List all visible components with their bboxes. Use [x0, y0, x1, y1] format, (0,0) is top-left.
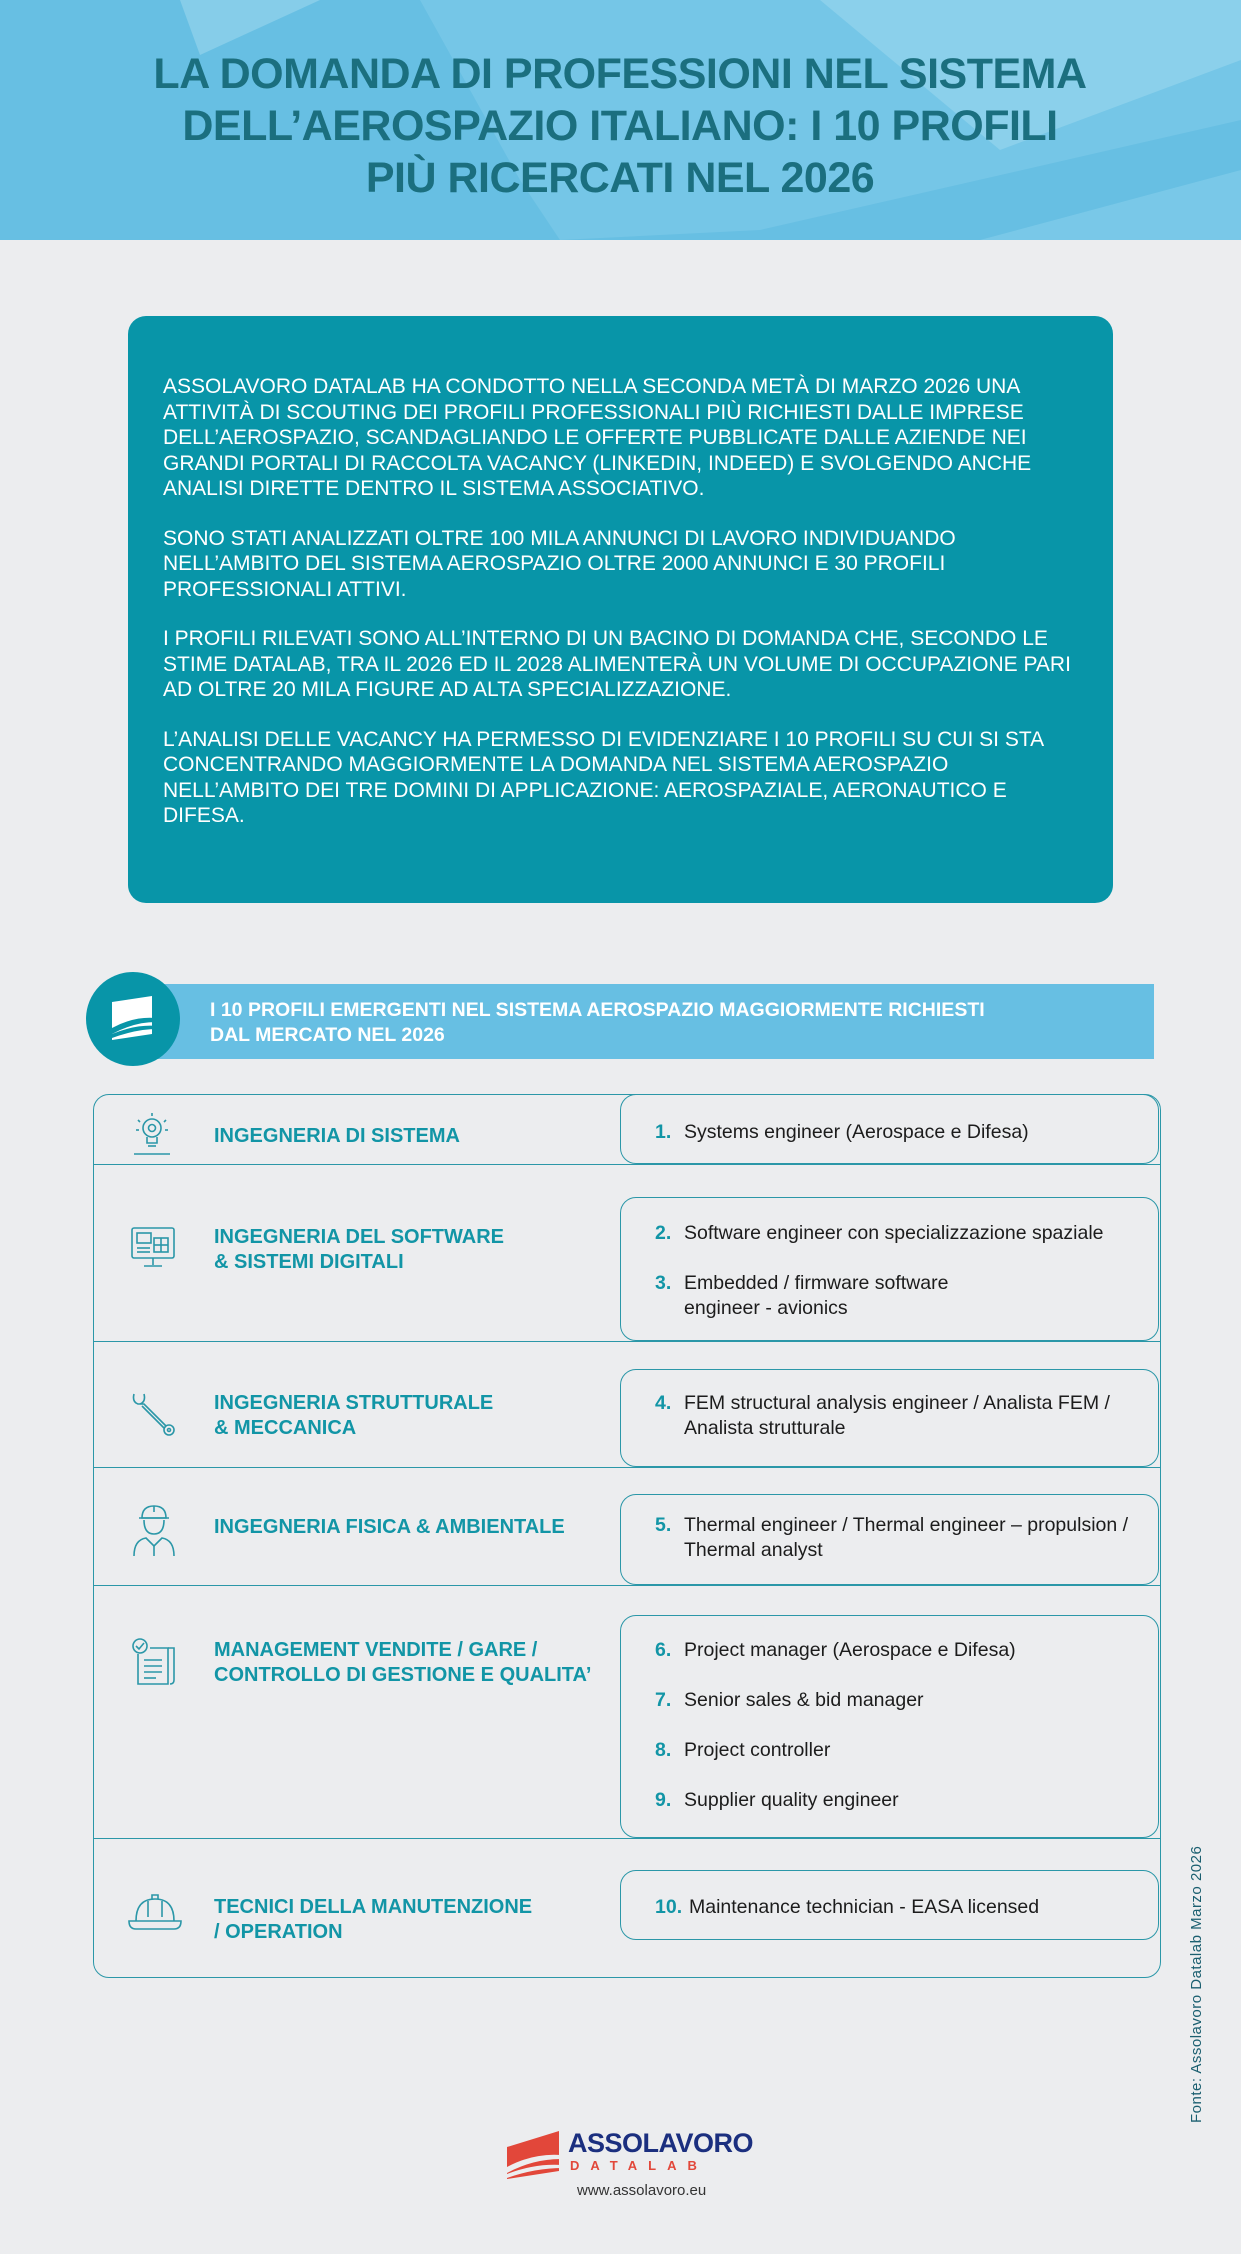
category-label-line: INGEGNERIA DEL SOFTWARE — [214, 1226, 505, 1248]
intro-paragraph: I PROFILI RILEVATI SONO ALL’INTERNO DI UN BACINO DI DOMANDA CHE, SECONDO LE STIME DATALAB, TRA IL 2026 ED IL 2028 ALIMENTERÀ UN VOLUME DI OCCUPAZIONE PARI AD OLTRE 20 MILA FIGURE AD ALTA SPECIALIZZAZIONE. — [163, 627, 1071, 701]
category-label — [214, 1638, 591, 1688]
category-label-line: TECNICI DELLA MANUTENZIONE — [214, 1896, 533, 1918]
lightbulb-gear-icon — [128, 1110, 176, 1158]
intro-paragraph: SONO STATI ANALIZZATI OLTRE 100 MILA ANNUNCI DI LAVORO INDIVIDUANDO NELL’AMBITO DEL SISTEMA AEROSPAZIO OLTRE 2000 ANNUNCI E 30 PROFILI PROFESSIONALI ATTIVI. — [163, 526, 956, 601]
profile-text: Maintenance technician - EASA licensed — [689, 1896, 1040, 1918]
profile-text: Senior sales & bid manager — [684, 1689, 924, 1711]
category-label — [214, 1391, 493, 1441]
section-header — [150, 984, 1154, 1059]
profile-number: 9. — [655, 1789, 672, 1811]
profile-number: 7. — [655, 1689, 672, 1711]
row-divider — [94, 1164, 1160, 1165]
engineer-helmet-icon — [130, 1500, 178, 1558]
category-label-line: & MECCANICA — [214, 1417, 357, 1439]
profile-number: 2. — [655, 1222, 672, 1244]
title-line: LA DOMANDA DI PROFESSIONI NEL SISTEMA — [153, 50, 1087, 98]
wrench-icon — [128, 1388, 178, 1438]
section-title-line: I 10 PROFILI EMERGENTI NEL SISTEMA AEROSPAZIO MAGGIORMENTE RICHIESTI — [210, 999, 985, 1021]
intro-paragraph: ASSOLAVORO DATALAB HA CONDOTTO NELLA SECONDA METÀ DI MARZO 2026 UNA ATTIVITÀ DI SCOUTING DEI PROFILI PROFESSIONALI PIÙ RICHIESTI DALLE IMPRESE DELL’AEROSPAZIO, SCANDAGLIANDO LE OFFERTE PUBBLICATE DALLE AZIENDE NEI GRANDI PORTALI DI RACCOLTA VACANCY (LINKEDIN, INDEED) E SVOLGENDO ANCHE ANALISI DIRETTE DENTRO IL SISTEMA ASSOCIATIVO. — [163, 375, 1032, 500]
category-label-line: & SISTEMI DIGITALI — [214, 1251, 404, 1273]
page-title — [120, 48, 1120, 204]
row-divider — [94, 1341, 1160, 1342]
category-label-line: MANAGEMENT VENDITE / GARE / — [214, 1639, 538, 1661]
profile-item — [655, 1738, 1155, 1763]
intro-box — [128, 316, 1113, 903]
profile-number: 5. — [655, 1514, 672, 1536]
profile-text: FEM structural analysis engineer / Analista FEM / Analista strutturale — [684, 1392, 1110, 1439]
category-label — [214, 1225, 504, 1275]
category-label-line: INGEGNERIA DI SISTEMA — [214, 1125, 460, 1147]
profile-item — [655, 1638, 1155, 1663]
section-title-line: DAL MERCATO NEL 2026 — [210, 1024, 445, 1046]
profile-item — [655, 1221, 1155, 1246]
profile-number: 1. — [655, 1121, 672, 1143]
profile-number: 6. — [655, 1639, 672, 1661]
assolavoro-logo-icon — [505, 2127, 563, 2183]
profile-text: Thermal engineer / Thermal engineer – propulsion / Thermal analyst — [684, 1514, 1129, 1561]
source-note: Fonte: Assolavoro Datalab Marzo 2026 — [1188, 1845, 1205, 2123]
row-divider — [94, 1467, 1160, 1468]
row-divider — [94, 1585, 1160, 1586]
computer-monitor-icon — [128, 1224, 178, 1272]
profile-number: 3. — [655, 1272, 672, 1294]
brand-subtitle: DATALAB — [570, 2158, 708, 2173]
profile-text: Systems engineer (Aerospace e Difesa) — [684, 1121, 1029, 1143]
profile-item — [655, 1895, 1155, 1920]
profile-number: 8. — [655, 1739, 672, 1761]
profile-number: 4. — [655, 1392, 672, 1414]
profile-number: 10. — [655, 1896, 683, 1918]
profile-text: Project controller — [684, 1739, 831, 1761]
profile-item — [655, 1391, 1155, 1441]
title-line: DELL’AEROSPAZIO ITALIANO: I 10 PROFILI — [182, 102, 1058, 150]
website-link[interactable]: www.assolavoro.eu — [577, 2182, 707, 2199]
profile-text: Supplier quality engineer — [684, 1789, 899, 1811]
profile-item — [655, 1513, 1150, 1563]
title-line: PIÙ RICERCATI NEL 2026 — [365, 154, 875, 202]
category-label-line: INGEGNERIA STRUTTURALE — [214, 1392, 494, 1414]
category-label — [214, 1515, 565, 1540]
profile-text: Embedded / firmware software engineer - avionics — [684, 1272, 949, 1319]
header-banner — [0, 0, 1241, 240]
hard-hat-icon — [126, 1891, 184, 1935]
intro-paragraph: L’ANALISI DELLE VACANCY HA PERMESSO DI EVIDENZIARE I 10 PROFILI SU CUI SI STA CONCENTRANDO MAGGIORMENTE LA DOMANDA NEL SISTEMA AEROSPAZIO NELL’AMBITO DEI TRE DOMINI DI APPLICAZIONE: AEROSPAZIALE, AERONAUTICO E DIFESA. — [163, 727, 1043, 827]
profile-item — [655, 1271, 995, 1321]
profile-item — [655, 1788, 1155, 1813]
category-label — [214, 1124, 460, 1149]
category-label-line: INGEGNERIA FISICA & AMBIENTALE — [214, 1516, 565, 1538]
section-logo-icon — [86, 972, 180, 1066]
profile-text: Project manager (Aerospace e Difesa) — [684, 1639, 1016, 1661]
brand-name: ASSOLAVORO — [568, 2128, 754, 2158]
profile-text: Software engineer con specializzazione spaziale — [684, 1222, 1104, 1244]
category-label — [214, 1895, 532, 1945]
category-label-line: CONTROLLO DI GESTIONE E QUALITA’ — [214, 1664, 592, 1686]
profile-item — [655, 1120, 1155, 1145]
row-divider — [94, 1838, 1160, 1839]
document-check-icon — [128, 1636, 180, 1688]
category-label-line: / OPERATION — [214, 1921, 343, 1943]
profile-item — [655, 1688, 1155, 1713]
